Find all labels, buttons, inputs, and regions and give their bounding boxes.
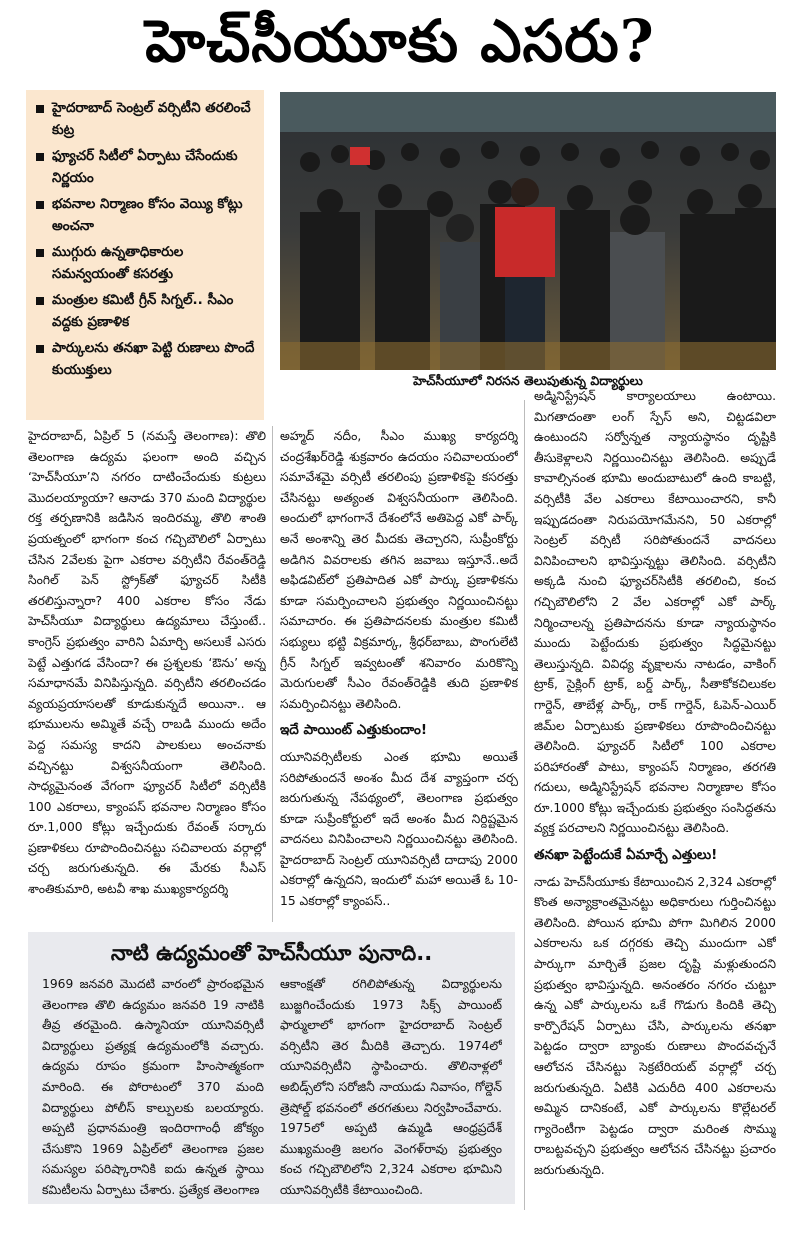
highlight-text: ముగ్గురు ఉన్నతాధికారుల సమన్వయంతో కసరత్తు [52, 244, 184, 282]
bullet-icon [36, 345, 44, 353]
bullet-icon [36, 201, 44, 209]
highlight-item [36, 145, 256, 189]
bullet-icon [36, 105, 44, 113]
article-paragraph: అహ్మద్ నదీం, సీఎం ముఖ్య కార్యదర్శి చంద్రశేఖర్‌రెడ్డి శుక్రవారం ఉదయం సచివాలయంలో సమావేశమై వర్సిటీ తరలింపు ప్రణాళికపై కసరత్తు చేసినట్టు అత్యంత విశ్వసనీయంగా తెలిసింది. అందులో భాగంగానే దేశంలోనే అతిపెద్ద ఎకో పార్క్ అనే అంశాన్ని తెర మీదకు తెచ్చారని, సుప్రీంకోర్టు అడిగిన వివరాలకు తగిన జవాబు ఇస్తూనే..అదే అఫిడవిట్‌లో ప్రతిపాదిత ఎకో పార్కు ప్రణాళికను కూడా సమర్పించాలని ప్రభుత్వం నిర్ణయించినట్టు సమాచారం. ఈ ప్రతిపాదనలకు మంత్రుల కమిటీ సభ్యులు భట్టి విక్రమార్క, శ్రీధర్‌బాబు, పొంగులేటి గ్రీన్ సిగ్నల్ ఇవ్వటంతో శనివారం మరికొన్ని మెరుగులతో సీఎం రేవంత్‌రెడ్డికి తుది ప్రణాళిక సమర్పించినట్టు తెలిసింది. [280, 429, 518, 711]
highlight-text: ఫ్యూచర్ సిటీలో ఏర్పాటు చేసేందుకు నిర్ణయం [52, 148, 238, 186]
article-paragraph: అడ్మినిస్ట్రేషన్ కార్యాలయాలు ఉంటాయి. మిగతాదంతా లంగ్ స్పేస్ అని, చిట్టడవిలా ఉంటుందని సర్వోన్నత న్యాయస్థానం దృష్టికి తీసుకెళ్లాలని నిర్ణయించినట్టు తెలిసింది. అప్పుడే కావాల్సినంత భూమి అందుబాటులో ఉంది కాబట్టి, వర్సిటీకి వేల ఎకరాలు కేటాయించారని, కానీ ఇప్పుడదంతా నిరుపయోగమేనని, 50 ఎకరాల్లో సెంట్రల్ వర్సిటీ సరిపోతుందనే వాదనలు వినిపించాలని భావిస్తున్నట్టు తెలిసింది. వర్సిటీని అక్కడి నుంచి ఫ్యూచర్‌సిటీకి తరలించి, కంచ గచ్చిబౌలిలోని 2 వేల ఎకరాల్లో ఎకో పార్క్ నిర్మించాలన్న ప్రతిపాదనను కూడా న్యాయస్థానం ముందు పెట్టేందుకు ప్రభుత్వం సిద్ధమైనట్టు తెలుస్తున్నది. వివిధ్య వృక్షాలను నాటడం, వాకింగ్ ట్రాక్, సైక్లింగ్ ట్రాక్, బర్డ్ పార్క్, సీతాకోకచిలుకల గార్డెన్, తాబేళ్ల పార్క్, రాక్ గార్డెన్, ఓపెన్-ఎయిర్ జిమ్‌ల ఏర్పాటుకు ప్రణాళికలు రూపొందించినట్టు తెలిసింది. ఫ్యూచర్ సిటీలో 100 ఎకరాల పరిహారంతో పాటు, క్యాంపస్ నిర్మాణం, తరగతి గదులు, అడ్మినిస్ట్రేషన్ భవనాల నిర్మాణాల కోసం రూ.1000 కోట్లు ఇచ్చేందుకు ప్రభుత్వం సంసిద్ధతను వ్యక్త పరచాలని నిర్ణయించినట్టు తెలిసింది. [534, 389, 776, 836]
bullet-icon [36, 153, 44, 161]
highlight-item [36, 97, 256, 141]
sidebar-column-left: 1969 జనవరి మొదటి వారంలో ప్రారంభమైన తెలంగాణ తొలి ఉద్యమం జనవరి 19 నాటికి తీవ్ర తరమైంది. ఉస్మానియా యూనివర్సిటీ విద్యార్థులు ప్రత్యక్ష ఉద్యమంలోకి వచ్చారు. ఉద్యమ రూపం క్రమంగా హింసాత్మకంగా మారింది. ఈ పోరాటంలో 370 మంది విద్యార్థులు పోలీస్ కాల్పులకు బలయ్యారు. అప్పటి ప్రధానమంత్రి ఇందిరాగాంధీ జోక్యం చేసుకొని 1969 ఏప్రిల్‌లో తెలంగాణ ప్రజల సమస్యల పరిష్కారానికి ఐదు ఉన్నత స్థాయి కమిటీలను ఏర్పాటు చేశారు. ప్రత్యేక తెలంగాణ [42, 977, 264, 1197]
bullet-icon [36, 297, 44, 305]
sidebar-column-right: ఆకాంక్షతో రగిలిపోతున్న విద్యార్థులను బుజ్జగించేందుకు 1973 సిక్స్ పాయింట్ ఫార్ములాలో భాగంగా హైదరాబాద్ సెంట్రల్ వర్సిటీని తెర మీదికి తెచ్చారు. 1974లో యూనివర్సిటీని స్థాపించారు. తొలినాళ్లలో అబిడ్స్‌లోని సరోజినీ నాయుడు నివాసం, గోల్డెన్ త్రెషోల్డ్ భవనంలో తరగతులు నిర్వహించేవారు. 1975లో అప్పటి ఉమ్మడి ఆంధ్రప్రదేశ్ ముఖ్యమంత్రి జలగం వెంగళ్‌రావు ప్రభుత్వం కంచ గచ్చిబౌలిలోని 2,324 ఎకరాల భూమిని యూనివర్సిటీకి కేటాయించింది. [280, 977, 502, 1197]
highlight-text: పార్కులను తనఖా పెట్టి రుణాలు పొందే కుయుక్తులు [52, 340, 255, 378]
column-divider [524, 400, 525, 1210]
photo-caption: హెచ్‌సీయూలో నిరసన తెలుపుతున్న విద్యార్థులు [413, 373, 643, 388]
column-divider [272, 426, 273, 922]
bullet-icon [36, 249, 44, 257]
highlight-item [36, 193, 256, 237]
article-paragraph: హైదరాబాద్, ఏప్రిల్ 5 (నమస్తే తెలంగాణ): తొలి తెలంగాణ ఉద్యమ ఫలంగా అంది వచ్చిన ‘హెచ్‌సీయూ’ని నగరం దాటించేందుకు కుట్రలు మొదలయ్యాయా? ఆనాడు 370 మంది విద్యార్థుల రక్త తర్పణానికి జడిసిన ఇందిరమ్మ, తొలి శాంతి ప్రయత్నంలో భాగంగా కంచ గచ్చిబౌలిలో ఏర్పాటు చేసిన 2వేలకు పైగా ఎకరాల వర్సిటీని రేవంత్‌రెడ్డి సింగిల్ పెన్ స్ట్రోక్‌తో ఫ్యూచర్ సిటీకి తరలిస్తున్నారా? 400 ఎకరాల కోసం నేడు హెచ్‌సీయూ విద్యార్థులు ఉద్యమాలు చేస్తుంటే.. కాంగ్రెస్ ప్రభుత్వం వారిని ఏమార్చి అసలుకే ఎసరు పెట్టే ఎత్తుగడ వేసిందా? ఈ ప్రశ్నలకు ‘ఔను’ అన్న సమాధానమే వినిపిస్తున్నది. వర్సిటీని తరలించడం వ్యయప్రయాసలతో కూడుకున్నదే అయినా.. ఆ భూములను అమ్మితే వచ్చే రాబడి ముందు అదేం పెద్ద సమస్య కాదని పాలకులు అంచనాకు వచ్చినట్టు విశ్వసనీయంగా తెలిసింది. సాధ్యమైనంత వేగంగా ఫ్యూచర్ సిటీలో వర్సిటీకి 100 ఎకరాలు, క్యాంపస్ భవనాల నిర్మాణం కోసం రూ.1,000 కోట్లు ఇచ్చేందుకు రేవంత్ సర్కారు ప్రణాళికలు రూపొందించినట్టు సచివాలయ వర్గాల్లో చర్చ జరుగుతున్నది. ఈ మేరకు సీఎస్ శాంతికుమారి, అటవీ శాఖ ముఖ్యకార్యదర్శి [28, 429, 266, 897]
highlights-box [26, 90, 264, 420]
highlight-text: భవనాల నిర్మాణం కోసం వెయ్యి కోట్లు అంచనా [52, 196, 243, 234]
article-column-3 [534, 386, 776, 1214]
highlight-item [36, 241, 256, 285]
article-column-1 [28, 426, 266, 922]
history-sidebar [28, 932, 515, 1204]
sidebar-title: నాటి ఉద్యమంతో హెచ్‌సీయూ పునాది.. [110, 941, 433, 965]
highlight-text: హైదరాబాద్ సెంట్రల్ వర్సిటీని తరలించే కుట్ర [52, 100, 251, 138]
section-subhead: ఇదే పాయింట్ ఎత్తుకుందాం! [280, 722, 428, 739]
headline: హెచ్‌సీయూకు ఎసరు? [145, 7, 655, 75]
article-paragraph: నాడు హెచ్‌సీయూకు కేటాయించిన 2,324 ఎకరాల్లో కొంత అన్యాక్రాంతమైనట్టు అధికారులు గుర్తించినట్టు తెలిసింది. పోయిన భూమి పోగా మిగిలిన 2000 ఎకరాలను ఒక దగ్గరకు తెచ్చి ముందుగా ఎకో పార్కుగా మార్చితే ప్రజల దృష్టి మళ్లుతుందని ప్రభుత్వం భావిస్తున్నది. అనంతరం నగరం చుట్టూ ఉన్న ఎకో పార్కులను ఒకే గొడుగు కిందికి తెచ్చి కార్పొరేషన్ ఏర్పాటు చేసి, పార్కులను తనఖా పెట్టడం ద్వారా బ్యాంకు రుణాలు పొందవచ్చనే ఆలోచన చేసినట్టు సెక్రటేరియట్ వర్గాల్లో చర్చ జరుగుతున్నది. ఏటికి ఎదురీది 400 ఎకరాలను అమ్మిన దానికంటే, ఎకో పార్కులను కొల్లేటరల్ గ్యారెంటీగా పెట్టడం ద్వారా మరింత సొమ్ము రాబట్టవచ్చని ప్రభుత్వం ఆలోచన చేసినట్టు ప్రచారం జరుగుతున్నది. [534, 874, 776, 1177]
protest-photo-illustration [280, 92, 776, 370]
article-column-2 [280, 426, 518, 922]
highlight-text: మంత్రుల కమిటీ గ్రీన్ సిగ్నల్.. సీఎం వద్దకు ప్రణాళిక [52, 292, 234, 330]
section-subhead: తనఖా పెట్టేందుకే ఏమార్చే ఎత్తులు! [534, 847, 718, 864]
highlight-item [36, 337, 256, 381]
article-paragraph: యూనివర్సిటీలకు ఎంత భూమి అయితే సరిపోతుందనే అంశం మీద దేశ వ్యాప్తంగా చర్చ జరుగుతున్న నేపథ్యంలో, తెలంగాణ ప్రభుత్వం కూడా సుప్రీంకోర్టులో ఇదే అంశం మీద నిర్దిష్టమైన వాదనలు వినిపించాలని నిర్ణయించినట్టు తెలిసింది. హైదరాబాద్ సెంట్రల్ యూనివర్సిటీ దాదాపు 2000 ఎకరాల్లో ఉన్నదని, ఇందులో మహా అయితే ఓ 10-15 ఎకరాల్లో క్యాంపస్.. [280, 749, 518, 909]
protest-photo [280, 92, 776, 370]
highlight-item [36, 289, 256, 333]
